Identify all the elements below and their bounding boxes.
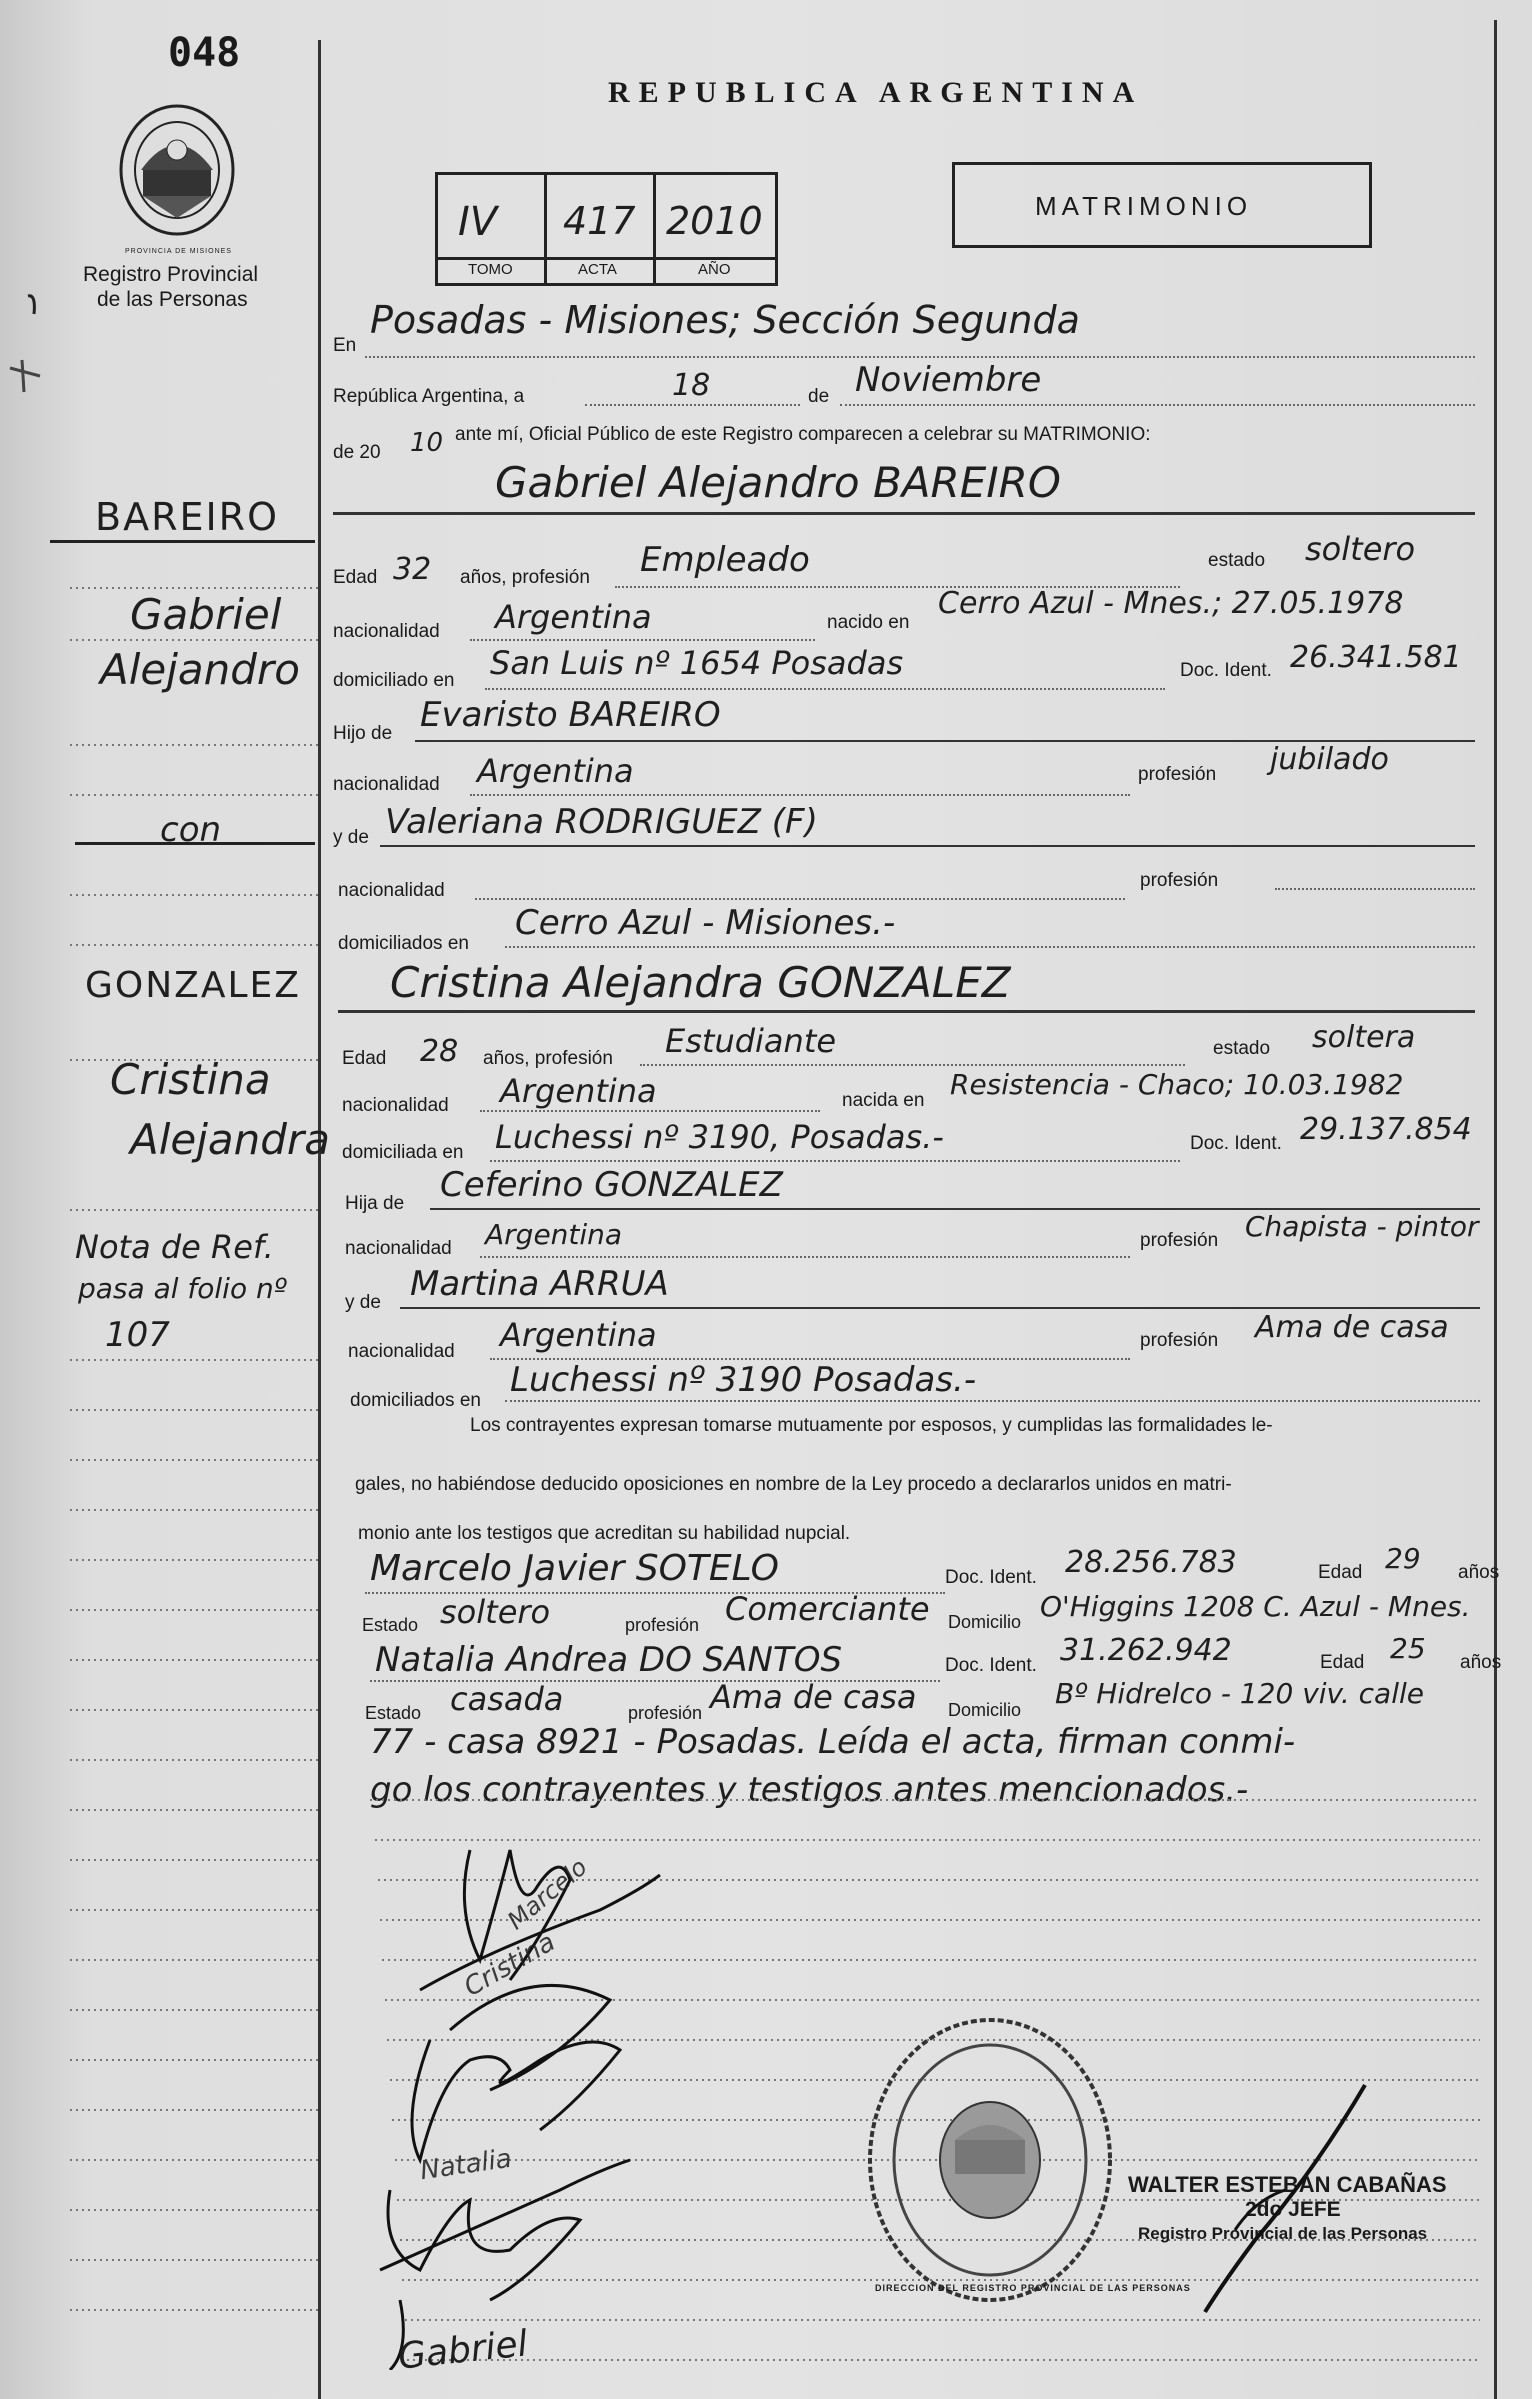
registry-seal-text: PROVINCIA DE MISIONES <box>125 248 232 255</box>
groom-father: Evaristo BAREIRO <box>420 695 721 735</box>
margin-given-bride-b: Alejandra <box>130 1115 330 1164</box>
stamp-official-title: 2do JEFE <box>1245 2198 1341 2221</box>
label-profesion-w1: profesión <box>625 1615 700 1635</box>
groom-address: San Luis nº 1654 Posadas <box>490 644 904 682</box>
label-de: de <box>808 386 830 407</box>
label-profesion-bride-mother: profesión <box>1140 1330 1219 1351</box>
groom-parents-address: Cerro Azul - Misiones.- <box>515 903 896 943</box>
acta-label: ACTA <box>578 261 617 278</box>
margin-note-line3: 107 <box>105 1315 170 1355</box>
official-round-seal <box>860 2010 1120 2310</box>
bride-nationality: Argentina <box>500 1072 657 1110</box>
signatures-drawing <box>360 1830 780 2370</box>
signature-text-3: Marcelo <box>502 1852 593 1936</box>
margin-note-line1: Nota de Ref. <box>75 1228 274 1266</box>
label-doc-ident-groom: Doc. Ident. <box>1180 660 1272 681</box>
groom-profession: Empleado <box>640 540 810 580</box>
closing-line1: Los contrayentes expresan tomarse mutuamente por esposos, y cumplidas las formalidades le- <box>470 1415 1273 1436</box>
witness1-age: 29 <box>1385 1542 1421 1575</box>
label-domiciliados-en-groom: domiciliados en <box>338 933 469 954</box>
closing-line2: gales, no habiéndose deducido oposiciones en nombre de la Ley procedo a declararlos unidos en matri- <box>355 1474 1232 1495</box>
label-nacionalidad-bride: nacionalidad <box>342 1095 449 1116</box>
act-type-label: MATRIMONIO <box>1035 191 1253 221</box>
label-ante-mi: ante mí, Oficial Público de este Registro comparecen a celebrar su MATRIMONIO: <box>455 424 1151 445</box>
witness1-status: soltero <box>440 1593 551 1631</box>
bride-status: soltera <box>1312 1020 1416 1055</box>
bride-father: Ceferino GONZALEZ <box>440 1165 783 1205</box>
witness1-address: O'Higgins 1208 C. Azul - Mnes. <box>1040 1590 1471 1623</box>
label-domicilio-w2: Domicilio <box>948 1700 1022 1720</box>
left-edge-marks <box>0 290 50 410</box>
bride-born: Resistencia - Chaco; 10.03.1982 <box>950 1068 1404 1101</box>
margin-given-groom-b: Alejandro <box>100 645 300 694</box>
label-edad-groom: Edad <box>333 567 378 588</box>
margin-note-line2: pasa al folio nº <box>78 1272 287 1305</box>
label-profesion-w2: profesión <box>628 1703 703 1723</box>
groom-age: 32 <box>393 552 432 587</box>
bride-mother-nationality: Argentina <box>500 1316 657 1354</box>
acta-value: 417 <box>563 199 636 243</box>
signature-bottom-left: Gabriel <box>396 2323 530 2378</box>
label-profesion-groom-father: profesión <box>1138 764 1217 785</box>
label-domiciliados-en-bride: domiciliados en <box>350 1390 481 1411</box>
folio-number: 048 <box>168 30 241 76</box>
bride-mother-profession: Ama de casa <box>1255 1310 1449 1345</box>
closing-line3: monio ante los testigos que acreditan su habilidad nupcial. <box>358 1523 851 1544</box>
signature-text-2: Cristina <box>459 1927 561 2003</box>
label-estado-bride: estado <box>1213 1038 1271 1059</box>
place-value: Posadas - Misiones; Sección Segunda <box>370 298 1080 342</box>
bride-age: 28 <box>420 1034 459 1069</box>
bride-father-profession: Chapista - pintor <box>1245 1210 1479 1243</box>
witness1-name: Marcelo Javier SOTELO <box>370 1548 779 1589</box>
groom-born: Cerro Azul - Mnes.; 27.05.1978 <box>938 586 1404 621</box>
year-suffix-value: 10 <box>410 428 444 458</box>
label-estado-w2: Estado <box>365 1703 422 1723</box>
label-domiciliado-en: domiciliado en <box>333 670 455 691</box>
margin-con-line <box>75 842 315 845</box>
label-anios-prof-groom: años, profesión <box>460 567 590 588</box>
groom-mother: Valeriana RODRIGUEZ (F) <box>385 802 818 842</box>
witness2-address: Bº Hidrelco - 120 viv. calle <box>1055 1677 1424 1710</box>
witness2-doc: 31.262.942 <box>1060 1633 1232 1668</box>
label-hija-de: Hija de <box>345 1193 405 1214</box>
witness2-status: casada <box>450 1680 564 1718</box>
label-profesion-groom-mother: profesión <box>1140 870 1219 891</box>
label-en: En <box>333 335 357 356</box>
label-doc-ident-w2: Doc. Ident. <box>945 1655 1037 1676</box>
label-doc-ident-bride: Doc. Ident. <box>1190 1133 1282 1154</box>
witness1-profession: Comerciante <box>725 1590 930 1628</box>
label-edad-w1: Edad <box>1318 1562 1363 1583</box>
continuation-line2: go los contrayentes y testigos antes mencionados.- <box>370 1770 1249 1810</box>
official-signature-stroke <box>1195 2080 1375 2320</box>
witness1-doc: 28.256.783 <box>1065 1545 1237 1580</box>
groom-status: soltero <box>1305 530 1416 568</box>
label-nacida-en: nacida en <box>842 1090 925 1111</box>
label-domicilio-w1: Domicilio <box>948 1612 1022 1632</box>
bride-doc: 29.137.854 <box>1300 1112 1472 1147</box>
label-estado-groom: estado <box>1208 550 1266 571</box>
continuation-line1: 77 - casa 8921 - Posadas. Leída el acta, firman conmi- <box>370 1722 1296 1762</box>
round-seal-text: DIRECCION DEL REGISTRO PROVINCIAL DE LAS PERSONAS <box>875 2283 1191 2293</box>
label-nacionalidad-groom-father: nacionalidad <box>333 774 440 795</box>
label-doc-ident-w1: Doc. Ident. <box>945 1567 1037 1588</box>
bride-mother: Martina ARRUA <box>410 1264 669 1304</box>
label-anios-prof-bride: años, profesión <box>483 1048 613 1069</box>
label-nacionalidad-bride-father: nacionalidad <box>345 1238 452 1259</box>
label-y-de-bride: y de <box>345 1292 381 1313</box>
stamp-official-name: WALTER ESTEBAN CABAÑAS <box>1128 2172 1447 2197</box>
signature-text-4: Natalia <box>418 2143 514 2187</box>
label-profesion-bride-father: profesión <box>1140 1230 1219 1251</box>
label-anios-w1: años <box>1458 1562 1500 1583</box>
label-republica: República Argentina, a <box>333 386 525 407</box>
registry-name-line1: Registro Provincial <box>83 263 259 286</box>
bride-address: Luchessi nº 3190, Posadas.- <box>495 1118 944 1156</box>
label-de-20: de 20 <box>333 442 381 463</box>
bride-name: Cristina Alejandra GONZALEZ <box>390 958 1011 1007</box>
label-y-de-groom: y de <box>333 827 369 848</box>
anio-label: AÑO <box>698 261 731 278</box>
witness2-profession: Ama de casa <box>710 1678 917 1716</box>
day-value: 18 <box>672 368 711 403</box>
registry-name-line2: de las Personas <box>97 288 248 311</box>
bride-profession: Estudiante <box>665 1022 837 1060</box>
groom-name: Gabriel Alejandro BAREIRO <box>495 458 1061 507</box>
label-nacionalidad-groom-mother: nacionalidad <box>338 880 445 901</box>
label-nacionalidad-bride-mother: nacionalidad <box>348 1341 455 1362</box>
label-edad-w2: Edad <box>1320 1652 1365 1673</box>
margin-surname-bride: GONZALEZ <box>85 965 301 1006</box>
margin-given-groom-a: Gabriel <box>130 590 282 639</box>
month-value: Noviembre <box>855 360 1042 400</box>
bride-father-nationality: Argentina <box>485 1218 623 1251</box>
witness2-age: 25 <box>1390 1632 1426 1665</box>
groom-nationality: Argentina <box>495 598 652 636</box>
label-anios-w2: años <box>1460 1652 1502 1673</box>
label-estado-w1: Estado <box>362 1615 419 1635</box>
tomo-value: IV <box>458 199 498 245</box>
stamp-office: Registro Provincial de las Personas <box>1138 2224 1428 2243</box>
groom-doc: 26.341.581 <box>1290 640 1462 675</box>
country-title: REPUBLICA ARGENTINA <box>608 76 1144 109</box>
label-domiciliada-en: domiciliada en <box>342 1142 464 1163</box>
groom-father-profession: jubilado <box>1270 742 1389 777</box>
bride-parents-address: Luchessi nº 3190 Posadas.- <box>510 1360 977 1400</box>
tomo-label: TOMO <box>468 261 513 278</box>
margin-underline-groom <box>50 540 315 543</box>
label-hijo-de: Hijo de <box>333 723 393 744</box>
margin-con: con <box>160 810 222 850</box>
margin-given-bride-a: Cristina <box>110 1055 271 1104</box>
label-nacido-en: nacido en <box>827 612 910 633</box>
witness2-name: Natalia Andrea DO SANTOS <box>375 1640 843 1680</box>
label-edad-bride: Edad <box>342 1048 387 1069</box>
groom-father-nationality: Argentina <box>477 752 634 790</box>
margin-surname-groom: BAREIRO <box>95 495 279 539</box>
label-nacionalidad-groom: nacionalidad <box>333 621 440 642</box>
anio-value: 2010 <box>666 199 763 243</box>
